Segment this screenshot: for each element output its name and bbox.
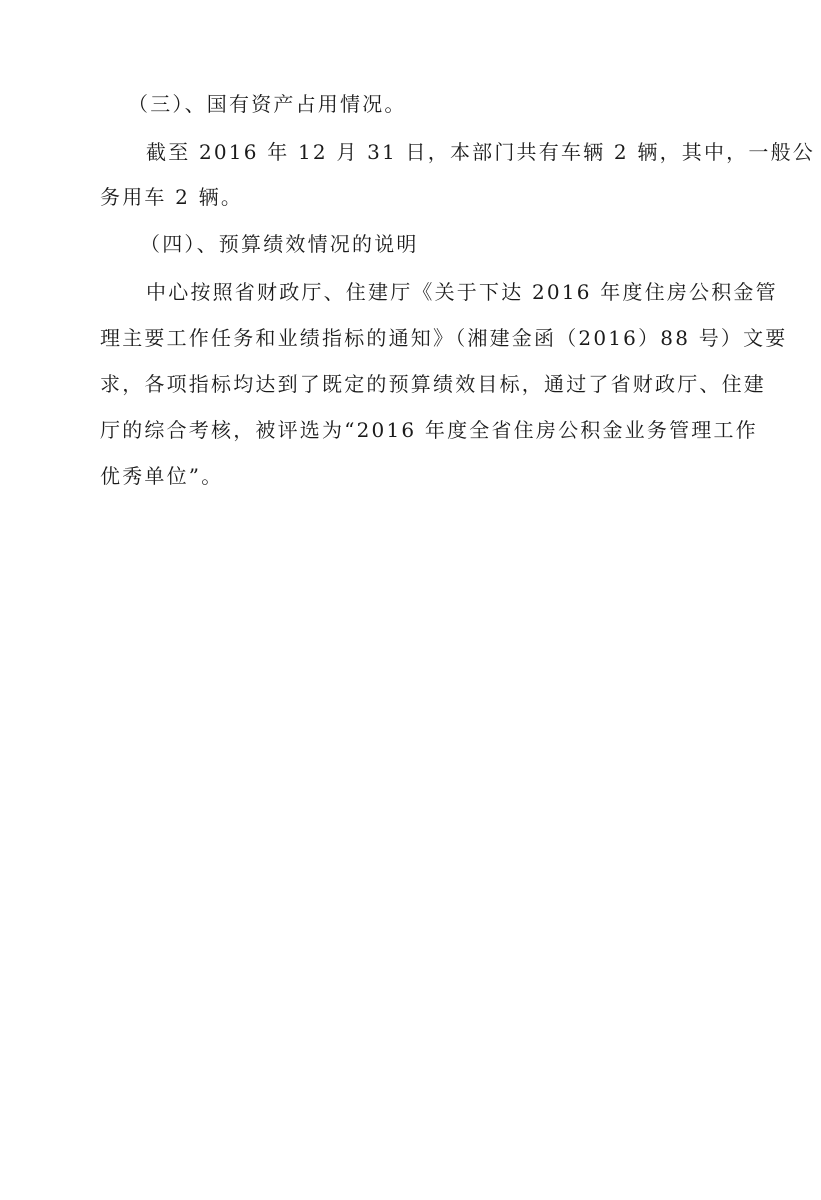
section3-body-line1: 截至 2016 年 12 月 31 日，本部门共有车辆 2 辆，其中，一般公 [146,140,815,164]
section4-body-line2: 理主要工作任务和业绩指标的通知》（湘建金函（2016）88 号）文要 [100,326,788,350]
section3-heading: （三）、国有资产占用情况。 [128,92,407,116]
section4-body-line4: 厅的综合考核，被评选为“2016 年度全省住房公积金业务管理工作 [100,418,758,442]
section4-body-line1: 中心按照省财政厅、住建厅《关于下达 2016 年度住房公积金管 [146,280,778,304]
section4-body-line5: 优秀单位”。 [100,464,224,488]
section3-body-line2: 务用车 2 辆。 [100,185,244,209]
section4-heading: （四）、预算绩效情况的说明 [140,232,419,256]
section4-body-line3: 求，各项指标均达到了既定的预算绩效目标，通过了省财政厅、住建 [100,372,766,396]
